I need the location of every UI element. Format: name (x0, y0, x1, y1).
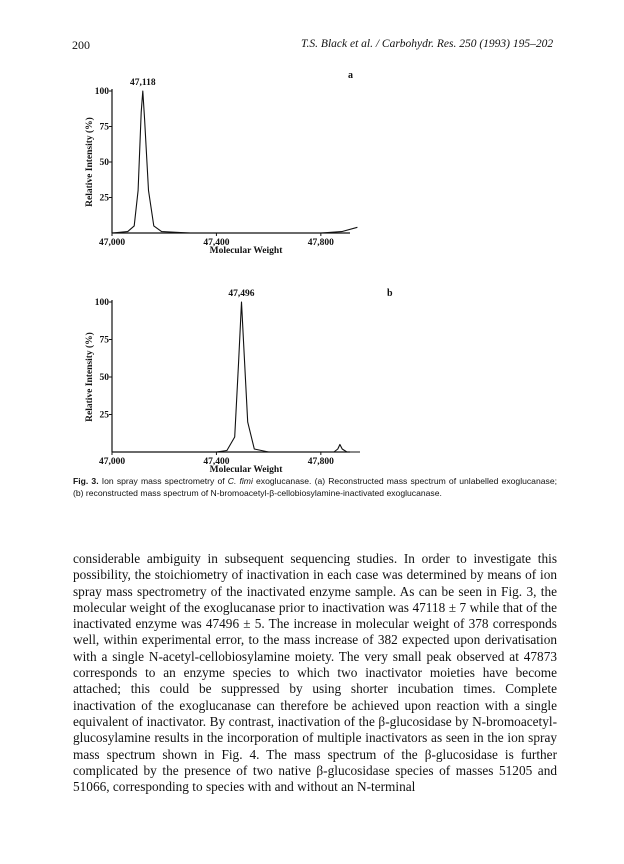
x-axis-title: Molecular Weight (209, 246, 283, 256)
y-tick-label: 75 (99, 122, 109, 133)
x-tick-label: 47,000 (98, 238, 126, 248)
x-tick-label: 47,800 (307, 238, 334, 248)
x-tick-label: 47,000 (98, 457, 126, 467)
y-tick-label: 75 (99, 335, 109, 346)
x-axis-title: Molecular Weight (209, 465, 283, 475)
caption-label: Fig. 3. (73, 476, 99, 486)
caption-text-2: exoglucanase. (a) Reconstructed mass spectrum of unlabelled exoglucanase; (b) reconstructed mass spectrum of N-bromoacetyl-β-cellobiosylamine-inactivated exoglucanase. (73, 476, 557, 498)
y-tick-label: 100 (94, 298, 109, 308)
y-tick-label: 50 (99, 373, 109, 383)
x-tick-label: 47,400 (203, 238, 230, 248)
peak-label: 47,496 (228, 289, 255, 299)
y-tick-label: 25 (99, 410, 109, 421)
running-head: T.S. Black et al. / Carbohydr. Res. 250 (1993) 195–202 (301, 38, 554, 50)
body-paragraph: considerable ambiguity in subsequent sequencing studies. In order to investigate this possibility, the stoichiometry of inactivation in each case was determined by means of ion spray mass spectrometry of the inactivated enzyme sample. As can be seen in Fig. 3, the molecular weight of the exoglucanase prior to inactivation was 47118 ± 7 while that of the inactivated enzyme was 47496 ± 5. The increase in molecular weight of 378 corresponds well, within experimental error, to the mass increase of 382 expected upon derivatisation with a single N-acetyl-cellobiosylamine moiety. The very small peak observed at 47873 corresponds to an enzyme species to which two inactivator moieties have become attached; this could be suppressed by using shorter incubation times. Complete inactivation of the exoglucanase can therefore be achieved upon reaction with a single equivalent of inactivator. By contrast, inactivation of the β-glucosidase by N-bromoacetyl-glucosylamine results in the incorporation of multiple inactivators as seen in the ion spray mass spectrum shown in Fig. 4. The mass spectrum of the β-glucosidase is further complicated by the presence of two native β-glucosidase species of masses 51205 and 51066, corresponding to species with and without an N-terminal (73, 551, 557, 795)
panel-label: b (387, 288, 393, 299)
caption-text-1: Ion spray mass spectrometry of (98, 476, 228, 486)
x-tick-label: 47,400 (203, 457, 230, 467)
y-tick-label: 50 (99, 158, 109, 168)
peak-label: 47,118 (129, 78, 156, 88)
figure-caption (73, 476, 557, 499)
panel-label: a (348, 70, 353, 81)
spectrum-line-a (112, 91, 357, 233)
caption-species: C. fimi (227, 476, 253, 486)
y-axis-title: Relative Intensity (%) (85, 332, 95, 422)
y-tick-label: 100 (94, 87, 109, 97)
spectrum-line-b (112, 302, 360, 452)
x-tick-label: 47,800 (307, 457, 334, 467)
y-tick-label: 25 (99, 193, 109, 204)
y-axis-title: Relative Intensity (%) (85, 117, 95, 207)
page-number: 200 (72, 38, 90, 52)
